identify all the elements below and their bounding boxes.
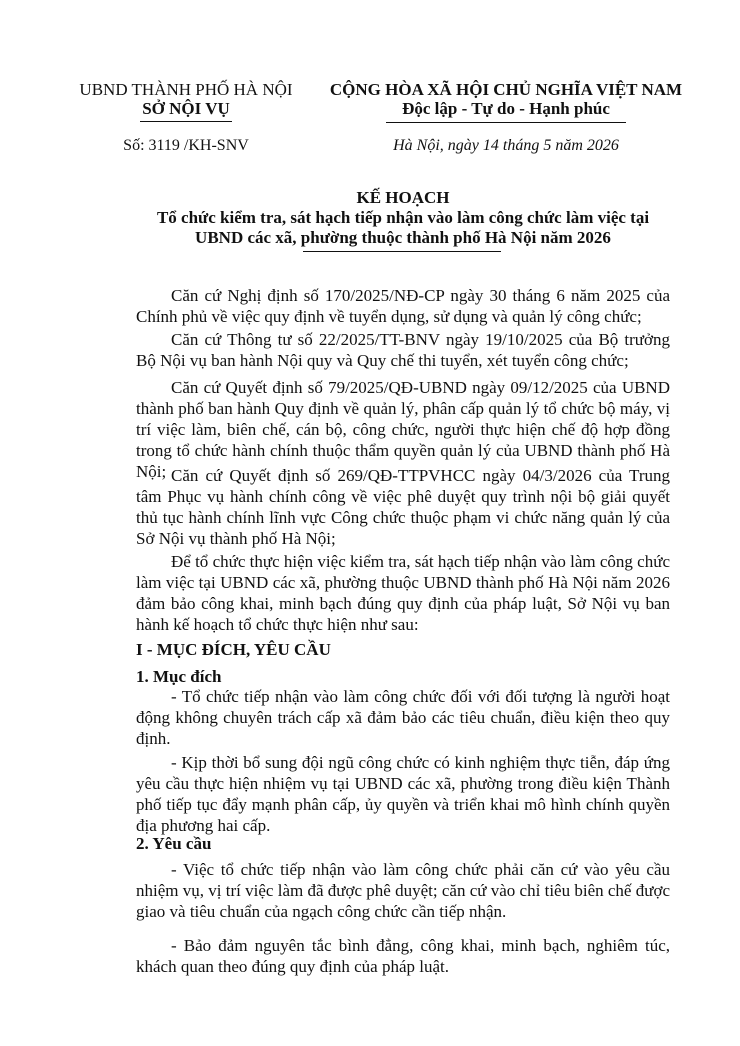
title-line-2: UBND các xã, phường thuộc thành phố Hà Nội năm 2026 (195, 228, 611, 247)
section-heading-1: I - MỤC ĐÍCH, YÊU CẦU (136, 640, 331, 659)
subsection-heading-purpose: 1. Mục đích (136, 667, 222, 686)
purpose-item-1: - Tổ chức tiếp nhận vào làm công chức đối với đối tượng là người hoạt động không chuyên trách cấp xã đảm bảo các tiêu chuẩn, điều kiện theo quy định. (136, 687, 670, 748)
requirement-item-2: - Bảo đảm nguyên tắc bình đẳng, công khai, minh bạch, nghiêm túc, khách quan theo đúng quy định của pháp luật. (136, 936, 670, 976)
agency-name: SỞ NỘI VỤ (142, 99, 230, 118)
title-line-1: Tổ chức kiểm tra, sát hạch tiếp nhận vào làm công chức làm việc tại (156, 208, 650, 227)
subsection-heading-requirements: 2. Yêu cầu (136, 834, 212, 853)
national-motto: Độc lập - Tự do - Hạnh phúc (402, 99, 610, 118)
purpose-item-2: - Kịp thời bổ sung đội ngũ công chức có kinh nghiệm thực tiễn, đáp ứng yêu cầu thực hiện nhiệm vụ tại UBND các xã, phường trong điều kiện Thành phố tiếp tục đẩy mạnh phân cấp, ủy quyền và triển khai mô hình chính quyền địa phương hai cấp. (136, 753, 670, 835)
agency-underline (140, 121, 232, 122)
requirement-item-1: - Việc tổ chức tiếp nhận vào làm công chức phải căn cứ vào yêu cầu nhiệm vụ, vị trí việc làm đã được phê duyệt; căn cứ vào chỉ tiêu biên chế được giao và tiêu chuẩn của ngạch công chức cần tiếp nhận. (136, 860, 670, 921)
title-underline (303, 251, 501, 252)
legal-basis-3: Căn cứ Quyết định số 79/2025/QĐ-UBND ngày 09/12/2025 của UBND thành phố ban hành Quy định về quản lý, phân cấp quản lý tổ chức bộ máy, vị trí việc làm, biên chế, cán bộ, công chức, người thực hiện chế độ hợp đồng trong tổ chức hành chính thuộc thẩm quyền quản lý của UBND thành phố Hà Nội; (136, 378, 670, 481)
agency-top: UBND THÀNH PHỐ HÀ NỘI (79, 80, 293, 99)
place-and-date: Hà Nội, ngày 14 tháng 5 năm 2026 (393, 137, 619, 154)
legal-basis-2: Căn cứ Thông tư số 22/2025/TT-BNV ngày 19/10/2025 của Bộ trưởng Bộ Nội vụ ban hành Nội quy và Quy chế thi tuyển, xét tuyển công chức; (136, 330, 670, 370)
document-type-title: KẾ HOẠCH (356, 188, 450, 207)
purpose-statement: Để tổ chức thực hiện việc kiểm tra, sát hạch tiếp nhận vào làm công chức làm việc tại UBND các xã, phường thuộc UBND thành phố Hà Nội năm 2026 đảm bảo công khai, minh bạch đúng quy định của pháp luật, Sở Nội vụ ban hành kế hoạch tổ chức thực hiện như sau: (136, 552, 670, 634)
motto-underline (386, 122, 626, 123)
legal-basis-1: Căn cứ Nghị định số 170/2025/NĐ-CP ngày 30 tháng 6 năm 2025 của Chính phủ về việc quy định về tuyển dụng, sử dụng và quản lý công chức; (136, 286, 670, 326)
country-name: CỘNG HÒA XÃ HỘI CHỦ NGHĨA VIỆT NAM (329, 80, 683, 99)
legal-basis-4: Căn cứ Quyết định số 269/QĐ-TTPVHCC ngày 04/3/2026 của Trung tâm Phục vụ hành chính công về việc phê duyệt quy trình nội bộ giải quyết thủ tục hành chính lĩnh vực Công chức thuộc phạm vi chức năng quản lý của Sở Nội vụ thành phố Hà Nội; (136, 466, 670, 548)
document-number: Số: 3119 /KH-SNV (123, 137, 249, 154)
